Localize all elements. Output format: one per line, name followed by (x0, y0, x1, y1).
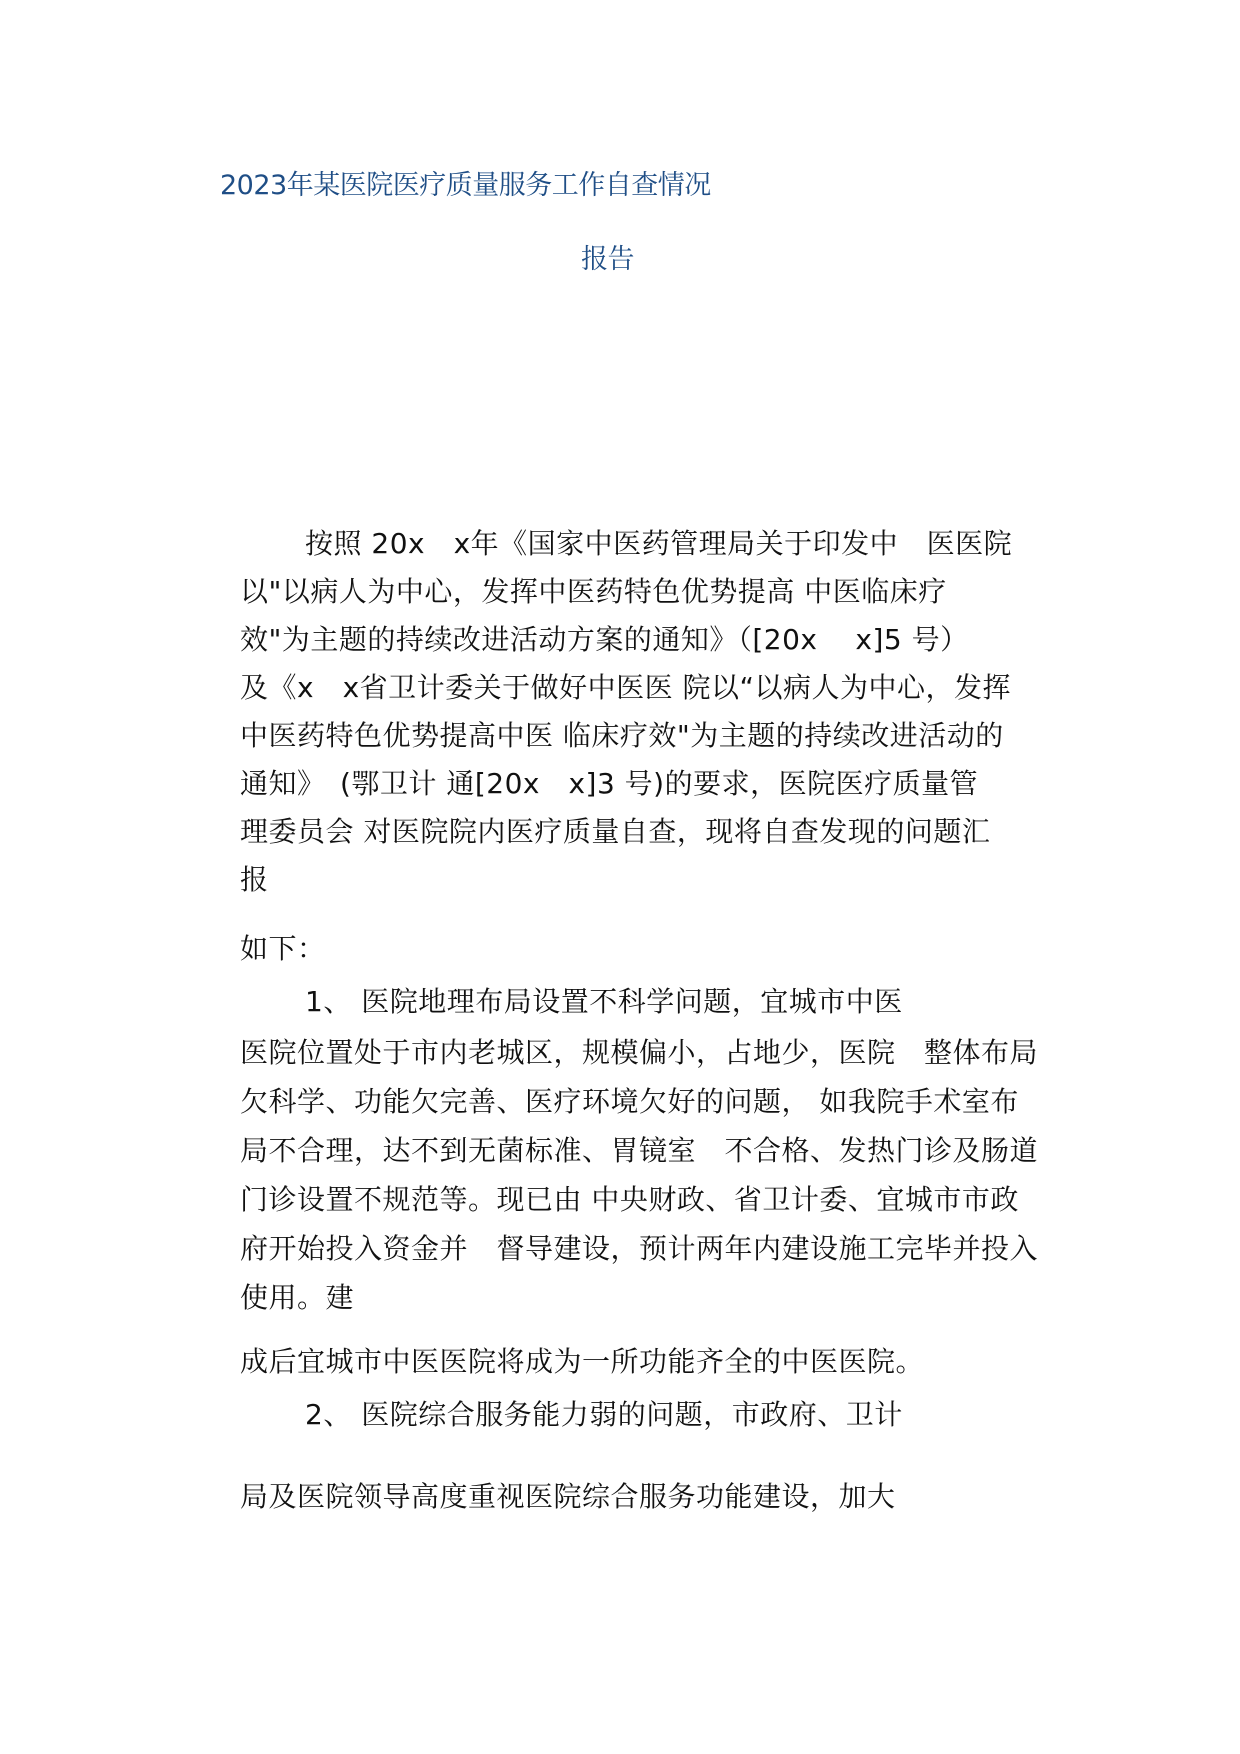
paragraph-line: 通知》 (鄂卫计 通[20x x]3 号)的要求，医院医疗质量管 (240, 767, 979, 800)
list-item-heading: 1、 医院地理布局设置不科学问题，宜城市中医 (305, 985, 903, 1018)
paragraph-line: 按照 20x x年《国家中医药管理局关于印发中 医医院 (305, 527, 1013, 560)
paragraph-line: 中医药特色优势提高中医 临床疗效"为主题的持续改进活动的 (240, 719, 1004, 752)
paragraph-line: 成后宜城市中医医院将成为一所功能齐全的中医医院。 (240, 1345, 925, 1378)
list-item-heading: 2、 医院综合服务能力弱的问题，市政府、卫计 (305, 1398, 903, 1431)
paragraph-line: 府开始投入资金并 督导建设，预计两年内建设施工完毕并投入 (240, 1232, 1039, 1265)
paragraph-line: 报 (240, 863, 269, 896)
document-title-line-1: 2023年某医院医疗质量服务工作自查情况 (220, 170, 711, 201)
paragraph-line: 效"为主题的持续改进活动方案的通知》（[20x x]5 号） (240, 623, 969, 656)
paragraph-line: 欠科学、功能欠完善、医疗环境欠好的问题， 如我院手术室布 (240, 1085, 1019, 1118)
paragraph-line: 及《x x省卫计委关于做好中医医 院以“以病人为中心，发挥 (240, 671, 1012, 704)
paragraph-line: 理委员会 对医院院内医疗质量自查，现将自查发现的问题汇 (240, 815, 991, 848)
paragraph-line: 如下： (240, 932, 326, 965)
paragraph-line: 局及医院领导高度重视医院综合服务功能建设，加大 (240, 1480, 896, 1513)
paragraph-line: 医院位置处于市内老城区，规模偏小，占地少，医院 整体布局 (240, 1036, 1039, 1069)
paragraph-line: 使用。建 (240, 1281, 355, 1314)
document-title-line-2: 报告 (581, 244, 634, 275)
paragraph-line: 局不合理，达不到无菌标准、胃镜室 不合格、发热门诊及肠道 (240, 1134, 1039, 1167)
paragraph-line: 以"以病人为中心，发挥中医药特色优势提高 中医临床疗 (240, 575, 947, 608)
paragraph-line: 门诊设置不规范等。现已由 中央财政、省卫计委、宜城市市政 (240, 1183, 1019, 1216)
